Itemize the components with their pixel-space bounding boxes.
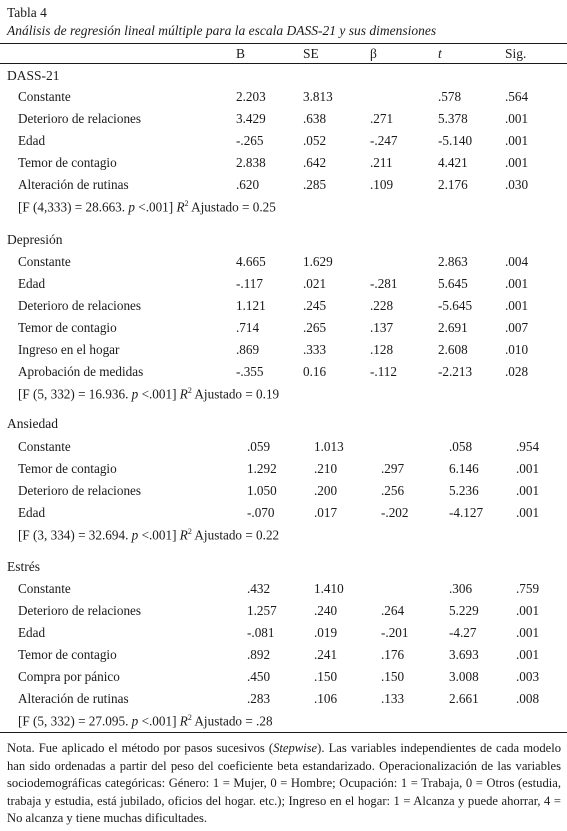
cell-se: .017	[314, 505, 338, 520]
cell-t: -2.213	[438, 364, 473, 379]
cell-b: 1.292	[247, 461, 277, 476]
table-row	[0, 506, 567, 526]
cell-t: 3.693	[449, 647, 479, 662]
table-note	[7, 740, 561, 828]
cell-t: 5.645	[438, 276, 468, 291]
section-title: Depresión	[7, 232, 63, 247]
stat-r: R	[179, 386, 188, 402]
table-row	[0, 462, 567, 482]
cell-b: -.265	[236, 133, 264, 148]
table-row	[0, 692, 567, 712]
table-row	[0, 604, 567, 624]
table-row	[0, 440, 567, 460]
cell-b: 4.665	[236, 254, 266, 269]
cell-b: -.081	[247, 625, 275, 640]
row-label: Aprobación de medidas	[18, 364, 144, 379]
cell-sig: .001	[505, 155, 529, 170]
note-rest: ). Las variables independientes de cada modelo han sido ordenadas a partir del peso del coeficiente beta estandarizado. Operacionalización de las variables sociodemográficas categóricas: Género: 1 = Mujer, 0 = Hombre; Ocupación: 1 = Trabaja, 0 = Otros (estudia, trabaja y estudia, está jubilado, oficios del hogar. etc.); Ingreso en el hogar: 1 = Alcanza y puede ahorrar, 4 = No alcanza y tiene muchas dificultades.	[7, 741, 561, 825]
cell-beta: .109	[370, 177, 394, 192]
cell-sig: .759	[516, 581, 540, 596]
stat-mid: <.001]	[134, 199, 177, 215]
cell-b: -.117	[236, 276, 263, 291]
cell-beta: -.202	[381, 505, 409, 520]
stat-mid: <.001]	[138, 527, 180, 543]
section-title: DASS-21	[7, 68, 60, 83]
cell-b: 2.838	[236, 155, 266, 170]
row-label: Temor de contagio	[18, 155, 117, 170]
cell-sig: .001	[505, 276, 529, 291]
cell-t: 5.378	[438, 111, 468, 126]
cell-beta: .297	[381, 461, 405, 476]
table-row	[0, 112, 567, 132]
stat-sup: 2	[184, 199, 189, 208]
cell-t: 2.608	[438, 342, 468, 357]
cell-beta: .228	[370, 298, 394, 313]
cell-sig: .008	[516, 691, 540, 706]
cell-t: 2.691	[438, 320, 468, 335]
table-row	[0, 626, 567, 646]
cell-se: .245	[303, 298, 327, 313]
cell-beta: -.112	[370, 364, 397, 379]
cell-sig: .001	[516, 483, 540, 498]
cell-sig: .028	[505, 364, 529, 379]
cell-t: .058	[449, 439, 473, 454]
cell-b: .432	[247, 581, 271, 596]
cell-sig: .001	[516, 603, 540, 618]
cell-b: 1.050	[247, 483, 277, 498]
table-caption: Análisis de regresión lineal múltiple para la escala DASS-21 y sus dimensiones	[7, 23, 437, 38]
table-label: Tabla 4	[7, 5, 47, 20]
top-rule	[0, 43, 567, 44]
cell-se: .052	[303, 133, 327, 148]
row-label: Edad	[18, 505, 46, 520]
cell-se: .021	[303, 276, 327, 291]
model-statistics	[18, 528, 279, 542]
cell-b: -.070	[247, 505, 275, 520]
cell-t: -4.27	[449, 625, 477, 640]
row-label: Constante	[18, 254, 71, 269]
cell-beta: .264	[381, 603, 405, 618]
row-label: Deterioro de relaciones	[18, 298, 142, 313]
cell-b: -.355	[236, 364, 264, 379]
section-title: Ansiedad	[7, 416, 58, 431]
row-label: Alteración de rutinas	[18, 177, 129, 192]
row-label: Deterioro de relaciones	[18, 603, 142, 618]
table-row	[0, 365, 567, 385]
row-label: Edad	[18, 625, 46, 640]
table-row	[0, 582, 567, 602]
table-row	[0, 156, 567, 176]
row-label: Constante	[18, 439, 71, 454]
stat-suffix: Ajustado = 0.19	[191, 386, 280, 402]
cell-t: 2.863	[438, 254, 468, 269]
row-label: Temor de contagio	[18, 320, 117, 335]
cell-sig: .001	[516, 505, 540, 520]
stat-sup: 2	[187, 713, 192, 722]
row-label: Ingreso en el hogar	[18, 342, 120, 357]
cell-b: 3.429	[236, 111, 266, 126]
stat-r: R	[179, 713, 188, 729]
cell-t: -4.127	[449, 505, 484, 520]
cell-b: .869	[236, 342, 260, 357]
cell-sig: .001	[505, 111, 529, 126]
cell-sig: .030	[505, 177, 529, 192]
stat-suffix: Ajustado = 0.25	[188, 199, 276, 215]
table-row	[0, 134, 567, 154]
row-label: Edad	[18, 276, 46, 291]
stat-prefix: [F (3, 334) = 32.694.	[18, 527, 132, 543]
header-rule	[0, 63, 567, 64]
row-label: Compra por pánico	[18, 669, 120, 684]
row-label: Temor de contagio	[18, 647, 117, 662]
cell-b: .620	[236, 177, 260, 192]
stat-suffix: Ajustado = 0.22	[191, 527, 280, 543]
cell-b: 1.121	[236, 298, 266, 313]
table-row	[0, 648, 567, 668]
cell-beta: .133	[381, 691, 405, 706]
header-beta: β	[370, 46, 377, 61]
stat-r: R	[176, 199, 185, 215]
cell-t: 2.176	[438, 177, 468, 192]
stat-r: R	[179, 527, 188, 543]
header-se: SE	[303, 46, 319, 61]
cell-b: .283	[247, 691, 271, 706]
table-row	[0, 178, 567, 198]
cell-se: 0.16	[303, 364, 327, 379]
cell-beta: .211	[370, 155, 393, 170]
cell-se: .210	[314, 461, 338, 476]
model-statistics	[18, 387, 279, 401]
cell-b: .450	[247, 669, 271, 684]
cell-sig: .001	[516, 461, 540, 476]
cell-t: -5.645	[438, 298, 473, 313]
cell-t: 5.229	[449, 603, 479, 618]
cell-se: .106	[314, 691, 338, 706]
bottom-rule	[0, 732, 567, 733]
cell-beta: .128	[370, 342, 394, 357]
cell-beta: .150	[381, 669, 405, 684]
row-label: Temor de contagio	[18, 461, 117, 476]
stat-prefix: [F (5, 332) = 27.095.	[18, 713, 132, 729]
cell-se: .241	[314, 647, 338, 662]
cell-b: 1.257	[247, 603, 277, 618]
cell-se: .285	[303, 177, 327, 192]
cell-beta: -.281	[370, 276, 398, 291]
cell-beta: .271	[370, 111, 394, 126]
note-italic: Stepwise	[273, 741, 318, 755]
cell-se: .240	[314, 603, 338, 618]
cell-se: .638	[303, 111, 327, 126]
cell-sig: .001	[516, 625, 540, 640]
cell-beta: -.201	[381, 625, 409, 640]
header-sig: Sig.	[505, 46, 527, 61]
cell-se: .333	[303, 342, 327, 357]
section-title: Estrés	[7, 559, 40, 574]
cell-t: .578	[438, 89, 462, 104]
stat-p: p	[131, 713, 139, 729]
table-row	[0, 670, 567, 690]
table-row	[0, 299, 567, 319]
header-t: t	[438, 46, 442, 61]
cell-t: 5.236	[449, 483, 479, 498]
cell-sig: .954	[516, 439, 540, 454]
cell-b: .714	[236, 320, 260, 335]
cell-se: .265	[303, 320, 327, 335]
row-label: Constante	[18, 89, 71, 104]
cell-sig: .004	[505, 254, 529, 269]
cell-se: 1.410	[314, 581, 344, 596]
cell-sig: .001	[505, 133, 529, 148]
header-b: B	[236, 46, 246, 61]
stat-prefix: [F (4,333) = 28.663.	[18, 199, 129, 215]
cell-se: .642	[303, 155, 327, 170]
cell-t: 6.146	[449, 461, 479, 476]
table-row	[0, 255, 567, 275]
table-row	[0, 321, 567, 341]
stat-p: p	[131, 527, 139, 543]
cell-b: 2.203	[236, 89, 266, 104]
cell-b: .892	[247, 647, 271, 662]
cell-t: 4.421	[438, 155, 468, 170]
stat-p: p	[131, 386, 139, 402]
cell-b: .059	[247, 439, 271, 454]
cell-sig: .010	[505, 342, 529, 357]
cell-beta: .176	[381, 647, 405, 662]
row-label: Deterioro de relaciones	[18, 111, 142, 126]
stat-suffix: Ajustado = .28	[191, 713, 273, 729]
stat-sup: 2	[187, 527, 192, 536]
table-row	[0, 277, 567, 297]
table-row	[0, 343, 567, 363]
row-label: Alteración de rutinas	[18, 691, 129, 706]
stat-p: p	[128, 199, 135, 215]
stat-mid: <.001]	[138, 386, 180, 402]
cell-beta: .256	[381, 483, 405, 498]
note-lead: Nota. Fue aplicado el método por pasos sucesivos (	[7, 741, 274, 755]
stat-prefix: [F (5, 332) = 16.936.	[18, 386, 132, 402]
stat-sup: 2	[187, 386, 192, 395]
row-label: Edad	[18, 133, 46, 148]
cell-t: 2.661	[449, 691, 479, 706]
cell-sig: .564	[505, 89, 529, 104]
cell-t: 3.008	[449, 669, 479, 684]
cell-beta: -.247	[370, 133, 398, 148]
cell-se: .019	[314, 625, 338, 640]
cell-se: 1.013	[314, 439, 344, 454]
cell-se: .200	[314, 483, 338, 498]
cell-t: -5.140	[438, 133, 473, 148]
cell-sig: .003	[516, 669, 540, 684]
row-label: Deterioro de relaciones	[18, 483, 142, 498]
cell-sig: .007	[505, 320, 529, 335]
model-statistics	[18, 714, 273, 728]
model-statistics	[18, 200, 276, 214]
cell-sig: .001	[505, 298, 529, 313]
row-label: Constante	[18, 581, 71, 596]
cell-t: .306	[449, 581, 473, 596]
cell-sig: .001	[516, 647, 540, 662]
cell-se: 3.813	[303, 89, 333, 104]
cell-se: .150	[314, 669, 338, 684]
table-row	[0, 90, 567, 110]
table-row	[0, 484, 567, 504]
cell-se: 1.629	[303, 254, 333, 269]
stat-mid: <.001]	[138, 713, 180, 729]
cell-beta: .137	[370, 320, 394, 335]
